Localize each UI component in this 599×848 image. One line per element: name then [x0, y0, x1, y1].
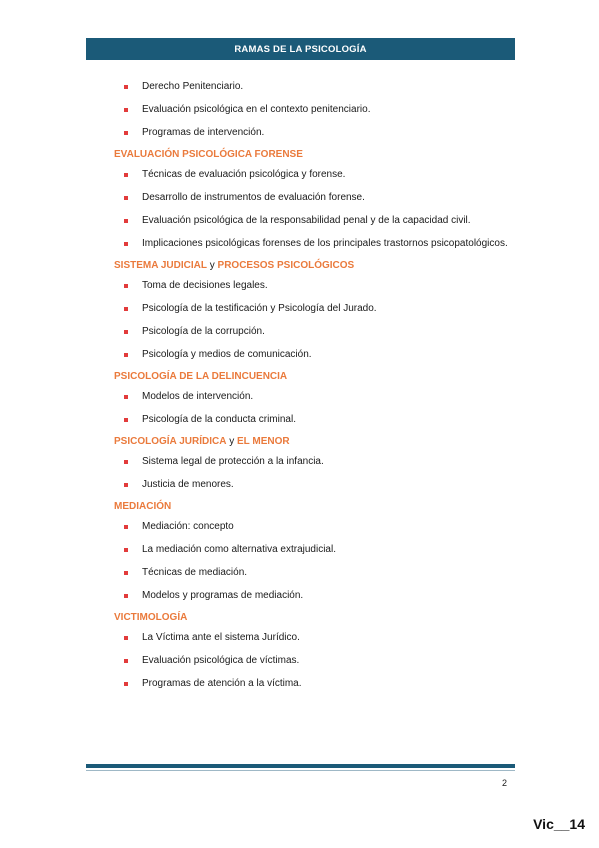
bullet-icon	[124, 85, 128, 89]
watermark-text: Vic__14	[533, 816, 585, 832]
bullet-icon	[124, 196, 128, 200]
list-item-text: Psicología y medios de comunicación.	[142, 349, 312, 360]
list-item	[114, 388, 515, 405]
list-item-text: Modelos de intervención.	[142, 391, 254, 402]
section-list	[114, 518, 515, 604]
list-item	[114, 675, 515, 692]
bullet-icon	[124, 219, 128, 223]
list-item-text: Derecho Penitenciario.	[142, 81, 244, 92]
list-item-text: Justicia de menores.	[142, 479, 234, 490]
list-item-text: Psicología de la corrupción.	[142, 326, 265, 337]
list-item	[114, 124, 515, 141]
title-part: MEDIACIÓN	[114, 501, 172, 512]
list-item	[114, 212, 515, 229]
list-item-text: Evaluación psicológica en el contexto penitenciario.	[142, 104, 371, 115]
list-item	[114, 518, 515, 535]
section-title	[114, 434, 515, 450]
bullet-icon	[124, 659, 128, 663]
list-item-text: Programas de intervención.	[142, 127, 265, 138]
page-number: 2	[502, 778, 508, 788]
footer-line	[86, 770, 515, 771]
list-item	[114, 323, 515, 340]
section-title	[114, 258, 515, 274]
list-item-text: Desarrollo de instrumentos de evaluación forense.	[142, 192, 365, 203]
list-item-text: Implicaciones psicológicas forenses de los principales trastornos psicopatológicos.	[142, 238, 508, 249]
header-title: RAMAS DE LA PSICOLOGÍA	[234, 43, 367, 55]
list-item-text: Psicología de la testificación y Psicología del Jurado.	[142, 303, 377, 314]
section-list	[114, 453, 515, 493]
sections	[114, 147, 515, 692]
bullet-icon	[124, 636, 128, 640]
bullet-icon	[124, 682, 128, 686]
section-title	[114, 499, 515, 515]
bullet-icon	[124, 330, 128, 334]
section-list	[114, 277, 515, 363]
bullet-icon	[124, 242, 128, 246]
bullet-icon	[124, 460, 128, 464]
bullet-icon	[124, 594, 128, 598]
list-item-text: Mediación: concepto	[142, 521, 234, 532]
list-item	[114, 346, 515, 363]
bullet-icon	[124, 173, 128, 177]
list-item	[114, 629, 515, 646]
list-item	[114, 652, 515, 669]
list-item	[114, 300, 515, 317]
list-item	[114, 453, 515, 470]
list-item-text: Evaluación psicológica de la responsabilidad penal y de la capacidad civil.	[142, 215, 471, 226]
title-part: VICTIMOLOGÍA	[114, 612, 188, 623]
list-item-text: Sistema legal de protección a la infancia.	[142, 456, 324, 467]
list-item	[114, 411, 515, 428]
list-item	[114, 564, 515, 581]
list-item	[114, 166, 515, 183]
bullet-icon	[124, 418, 128, 422]
list-item-text: Técnicas de evaluación psicológica y forense.	[142, 169, 346, 180]
list-item-text: Técnicas de mediación.	[142, 567, 248, 578]
bullet-icon	[124, 483, 128, 487]
bullet-icon	[124, 571, 128, 575]
bullet-icon	[124, 284, 128, 288]
section-list	[114, 388, 515, 428]
list-item-text: La Víctima ante el sistema Jurídico.	[142, 632, 300, 643]
section-list	[114, 166, 515, 252]
title-part: PSICOLOGÍA DE LA DELINCUENCIA	[114, 371, 288, 382]
list-item	[114, 101, 515, 118]
list-item-text: Programas de atención a la víctima.	[142, 678, 302, 689]
footer-bar	[86, 764, 515, 768]
title-connector: y	[206, 260, 218, 271]
title-part: EL MENOR	[236, 436, 290, 447]
list-item	[114, 587, 515, 604]
section-title	[114, 610, 515, 626]
list-item	[114, 235, 515, 252]
bullet-icon	[124, 353, 128, 357]
title-part: PROCESOS PSICOLÓGICOS	[217, 260, 355, 271]
list-item	[114, 277, 515, 294]
bullet-icon	[124, 548, 128, 552]
section-list	[114, 629, 515, 692]
bullet-icon	[124, 131, 128, 135]
list-item	[114, 78, 515, 95]
title-part: PSICOLOGÍA JURÍDICA	[114, 436, 227, 447]
list-item-text: Evaluación psicológica de víctimas.	[142, 655, 300, 666]
list-item-text: Psicología de la conducta criminal.	[142, 414, 296, 425]
list-item-text: La mediación como alternativa extrajudicial.	[142, 544, 336, 555]
title-part: SISTEMA JUDICIAL	[114, 260, 207, 271]
bullet-icon	[124, 307, 128, 311]
list-item-text: Toma de decisiones legales.	[142, 280, 268, 291]
bullet-icon	[124, 525, 128, 529]
title-part: EVALUACIÓN PSICOLÓGICA FORENSE	[114, 149, 303, 160]
list-item	[114, 476, 515, 493]
top-list	[114, 78, 515, 141]
section-title	[114, 147, 515, 163]
title-connector: y	[226, 436, 237, 447]
bullet-icon	[124, 395, 128, 399]
list-item	[114, 189, 515, 206]
list-item-text: Modelos y programas de mediación.	[142, 590, 304, 601]
content	[114, 78, 515, 698]
list-item	[114, 541, 515, 558]
bullet-icon	[124, 108, 128, 112]
section-title	[114, 369, 515, 385]
page-header	[86, 38, 515, 60]
